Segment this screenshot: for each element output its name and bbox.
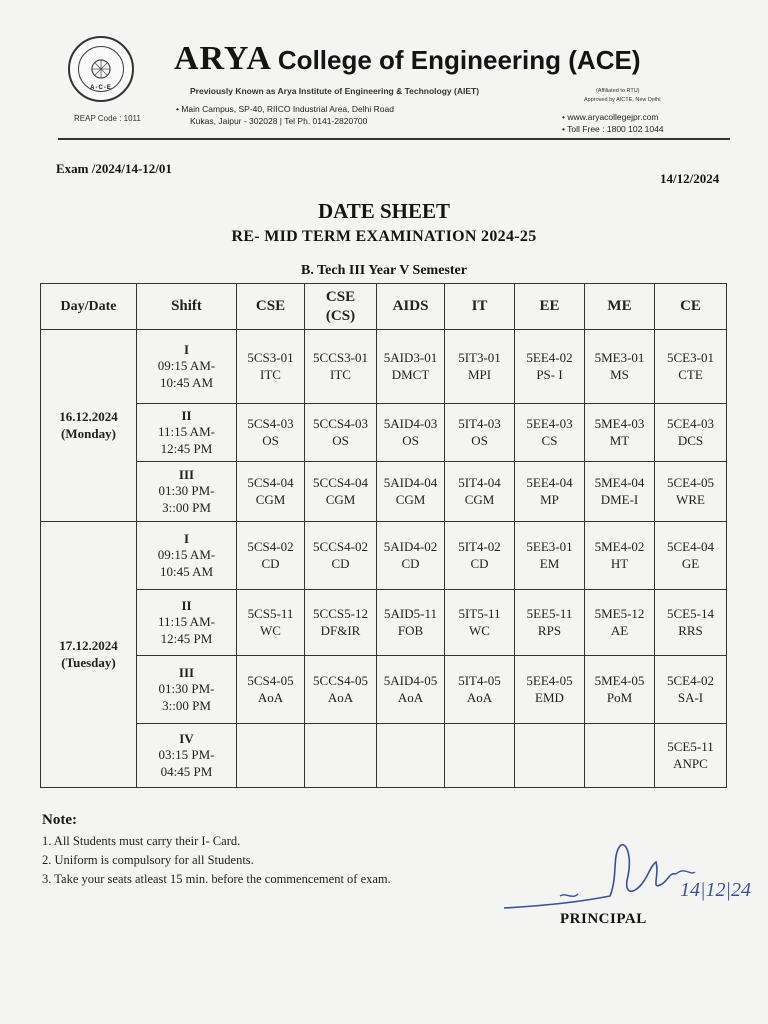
- subject-cell: [515, 590, 585, 656]
- subject-code: 5CE4-03: [667, 416, 714, 432]
- subject-cell: [585, 656, 655, 724]
- header-aids: AIDS: [377, 284, 445, 330]
- subject-code: 5CE4-05: [667, 475, 714, 491]
- subject-code: 5CS5-11: [247, 606, 294, 622]
- subject-cell: [445, 656, 515, 724]
- exam-title: RE- MID TERM EXAMINATION 2024-25: [231, 228, 537, 245]
- subject-name: DMCT: [391, 366, 430, 382]
- subject-name: CGM: [255, 491, 286, 507]
- shift-cell: [137, 404, 237, 462]
- subject-code: 5EE4-02: [526, 350, 573, 366]
- brand-arya: ARYA: [174, 40, 272, 77]
- subject-code: 5AID4-04: [383, 475, 438, 491]
- table-row: [41, 330, 727, 404]
- subject-cell: [305, 656, 377, 724]
- shift-number: III: [178, 467, 195, 483]
- principal-signature: [500, 836, 760, 916]
- document-title: DATE SHEET: [317, 199, 451, 223]
- table-row: [41, 590, 727, 656]
- note-item: 3. Take your seats atleast 15 min. before the commencement of exam.: [42, 872, 391, 886]
- subject-cell: [237, 590, 305, 656]
- seal-text: A-C-E: [90, 85, 112, 91]
- header-cse-cs-line2: (CS): [325, 307, 356, 324]
- subject-code: 5CE5-11: [667, 739, 714, 755]
- subject-name: MP: [540, 491, 559, 507]
- day-date-cell: [41, 330, 137, 522]
- subject-name: AoA: [466, 689, 493, 705]
- subject-cell: [305, 590, 377, 656]
- header-ee: EE: [515, 284, 585, 330]
- shift-end: 10:45 AM: [159, 374, 214, 390]
- subject-name: DCS: [677, 432, 704, 448]
- subject-code: 5IT4-03: [458, 416, 501, 432]
- subject-cell: [515, 330, 585, 404]
- subject-cell: [655, 590, 727, 656]
- table-row: [41, 724, 727, 788]
- previous-name: Previously Known as Arya Institute of Engineering & Technology (AIET): [190, 86, 480, 96]
- date-sheet-table: [40, 283, 727, 788]
- subject-cell: [237, 724, 305, 788]
- subject-name: WRE: [676, 491, 705, 507]
- subject-code: 5CE3-01: [667, 350, 714, 366]
- subject-code: 5ME4-03: [594, 416, 645, 432]
- subject-code: 5EE4-04: [526, 475, 573, 491]
- exam-date: 17.12.2024: [59, 638, 118, 654]
- shift-start: 01:30 PM-: [158, 681, 215, 697]
- header-ce: CE: [655, 284, 727, 330]
- subject-cell: [377, 330, 445, 404]
- subject-code: 5AID4-05: [383, 673, 438, 689]
- subject-code: 5CS4-05: [247, 673, 294, 689]
- subject-name: CGM: [395, 491, 426, 507]
- subject-code: 5CE4-04: [667, 539, 714, 555]
- subject-cell: [305, 330, 377, 404]
- shift-start: 09:15 AM-: [157, 358, 216, 374]
- notes-list: [42, 832, 391, 889]
- subject-code: 5CCS4-02: [313, 539, 368, 555]
- header-day-date: Day/Date: [41, 284, 137, 330]
- subject-code: 5CE5-14: [667, 606, 714, 622]
- shift-number: I: [183, 531, 190, 547]
- subject-cell: [445, 724, 515, 788]
- shift-number: III: [178, 665, 195, 681]
- subject-code: 5ME3-01: [594, 350, 645, 366]
- header-me: ME: [585, 284, 655, 330]
- subject-name: CD: [261, 555, 280, 571]
- note-item: 1. All Students must carry their I- Card.: [42, 834, 241, 848]
- subject-code: 5IT5-11: [458, 606, 501, 622]
- subject-cell: [655, 462, 727, 522]
- subject-name: ANPC: [673, 755, 708, 771]
- shift-end: 3::00 PM: [162, 499, 211, 515]
- address-line-1: • Main Campus, SP-40, RIICO Industrial Area, Delhi Road: [176, 104, 394, 114]
- subject-cell: [585, 590, 655, 656]
- subject-code: 5IT4-02: [458, 539, 501, 555]
- subject-code: 5ME4-05: [594, 673, 645, 689]
- note-heading: Note:: [42, 812, 77, 828]
- subject-cell: [585, 462, 655, 522]
- subject-cell: [515, 724, 585, 788]
- subject-cell: [515, 522, 585, 590]
- subject-code: 5IT3-01: [458, 350, 501, 366]
- subject-name: AoA: [257, 689, 284, 705]
- subject-code: 5EE5-11: [526, 606, 573, 622]
- subject-name: OS: [262, 432, 279, 448]
- subject-code: 5AID4-03: [383, 416, 438, 432]
- program-title: B. Tech III Year V Semester: [301, 263, 467, 278]
- subject-cell: [237, 656, 305, 724]
- shift-start: 03:15 PM-: [158, 747, 215, 763]
- brand-rest: College of Engineering (ACE): [277, 45, 641, 75]
- exam-weekday: (Tuesday): [61, 654, 116, 670]
- subject-cell: [305, 462, 377, 522]
- affiliation: (Affiliated to RTU): [596, 88, 640, 94]
- subject-cell: [377, 656, 445, 724]
- subject-name: AE: [610, 622, 629, 638]
- shift-cell: [137, 330, 237, 404]
- subject-cell: [515, 462, 585, 522]
- subject-cell: [445, 330, 515, 404]
- shift-start: 09:15 AM-: [157, 547, 216, 563]
- subject-code: 5ME4-02: [594, 539, 645, 555]
- shift-start: 11:15 AM-: [158, 424, 215, 440]
- subject-code: 5ME5-12: [594, 606, 645, 622]
- shift-cell: [137, 590, 237, 656]
- subject-name: CTE: [678, 366, 703, 382]
- shift-end: 12:45 PM: [160, 630, 213, 646]
- subject-name: OS: [332, 432, 349, 448]
- shift-cell: [137, 724, 237, 788]
- subject-name: AoA: [397, 689, 424, 705]
- shift-end: 10:45 AM: [159, 563, 214, 579]
- shift-cell: [137, 462, 237, 522]
- subject-cell: [305, 404, 377, 462]
- subject-code: 5CS3-01: [247, 350, 294, 366]
- subject-name: FOB: [397, 622, 424, 638]
- header-cse: CSE: [237, 284, 305, 330]
- subject-cell: [237, 522, 305, 590]
- subject-code: 5EE4-05: [526, 673, 573, 689]
- issue-date: 14/12/2024: [660, 171, 720, 186]
- website: • www.aryacollegejpr.com: [562, 112, 659, 122]
- subject-code: 5EE4-03: [526, 416, 573, 432]
- subject-name: WC: [469, 622, 490, 638]
- subject-name: ITC: [260, 366, 281, 382]
- subject-cell: [305, 522, 377, 590]
- subject-name: CD: [331, 555, 350, 571]
- toll-free: • Toll Free : 1800 102 1044: [562, 124, 664, 134]
- subject-code: 5ME4-04: [594, 475, 645, 491]
- subject-name: RRS: [678, 622, 703, 638]
- shift-number: I: [183, 342, 190, 358]
- table-row: [41, 656, 727, 724]
- subject-name: CD: [470, 555, 489, 571]
- header-shift: Shift: [137, 284, 237, 330]
- shift-number: II: [181, 408, 192, 424]
- note-item: 2. Uniform is compulsory for all Students.: [42, 853, 254, 867]
- subject-code: 5AID3-01: [383, 350, 438, 366]
- subject-cell: [377, 462, 445, 522]
- subject-cell: [237, 462, 305, 522]
- shift-number: IV: [179, 731, 194, 747]
- subject-cell: [445, 590, 515, 656]
- subject-code: 5AID5-11: [384, 606, 437, 622]
- subject-cell: [237, 330, 305, 404]
- subject-name: MS: [610, 366, 629, 382]
- subject-code: 5IT4-05: [458, 673, 501, 689]
- subject-name: MT: [609, 432, 630, 448]
- header-divider: [58, 138, 730, 140]
- subject-name: WC: [260, 622, 281, 638]
- subject-name: DF&IR: [320, 622, 361, 638]
- exam-weekday: (Monday): [61, 425, 116, 441]
- subject-cell: [445, 462, 515, 522]
- reference-number: Exam /2024/14-12/01: [56, 161, 172, 176]
- subject-name: AoA: [327, 689, 354, 705]
- day-date-cell: [41, 522, 137, 788]
- table-row: [41, 462, 727, 522]
- subject-name: ITC: [330, 366, 351, 382]
- signature-date: 14|12|24: [680, 879, 751, 901]
- subject-name: PoM: [606, 689, 633, 705]
- shift-end: 12:45 PM: [160, 440, 213, 456]
- subject-name: CD: [401, 555, 420, 571]
- subject-name: EMD: [535, 689, 564, 705]
- table-row: [41, 522, 727, 590]
- subject-cell: [655, 522, 727, 590]
- shift-number: II: [181, 598, 192, 614]
- subject-code: 5CCS3-01: [313, 350, 368, 366]
- header-it: IT: [445, 284, 515, 330]
- shift-cell: [137, 656, 237, 724]
- subject-code: 5CCS5-12: [313, 606, 368, 622]
- subject-name: HT: [610, 555, 629, 571]
- subject-code: 5CE4-02: [667, 673, 714, 689]
- subject-cell: [445, 404, 515, 462]
- principal-label: PRINCIPAL: [560, 911, 647, 927]
- address-line-2: Kukas, Jaipur - 302028 | Tel Ph. 0141-2820700: [190, 116, 368, 126]
- subject-name: OS: [471, 432, 488, 448]
- subject-name: RPS: [537, 622, 562, 638]
- subject-name: EM: [539, 555, 560, 571]
- subject-code: 5CCS4-04: [313, 475, 368, 491]
- shift-end: 3::00 PM: [162, 697, 211, 713]
- subject-name: PS- I: [536, 366, 563, 382]
- subject-cell: [585, 724, 655, 788]
- reap-code: REAP Code : 1011: [74, 114, 141, 123]
- subject-code: 5EE3-01: [526, 539, 573, 555]
- subject-cell: [515, 656, 585, 724]
- shift-start: 01:30 PM-: [158, 483, 215, 499]
- subject-cell: [515, 404, 585, 462]
- subject-name: DME-I: [600, 491, 639, 507]
- shift-end: 04:45 PM: [160, 763, 213, 779]
- subject-code: 5CCS4-03: [313, 416, 368, 432]
- exam-date: 16.12.2024: [59, 409, 118, 425]
- subject-cell: [445, 522, 515, 590]
- subject-code: 5CS4-02: [247, 539, 294, 555]
- subject-code: 5CS4-04: [247, 475, 294, 491]
- subject-cell: [585, 522, 655, 590]
- shift-cell: [137, 522, 237, 590]
- subject-name: CGM: [464, 491, 495, 507]
- subject-name: OS: [402, 432, 419, 448]
- subject-name: GE: [681, 555, 700, 571]
- subject-code: 5CCS4-05: [313, 673, 368, 689]
- subject-cell: [377, 724, 445, 788]
- approval: Approved by AICTE, New Delhi: [584, 97, 661, 103]
- subject-cell: [377, 590, 445, 656]
- subject-name: SA-I: [677, 689, 704, 705]
- subject-name: CGM: [325, 491, 356, 507]
- subject-cell: [655, 330, 727, 404]
- subject-cell: [237, 404, 305, 462]
- shift-start: 11:15 AM-: [158, 614, 215, 630]
- table-row: [41, 404, 727, 462]
- subject-cell: [655, 724, 727, 788]
- subject-cell: [655, 656, 727, 724]
- college-seal-logo: [68, 36, 134, 102]
- subject-code: 5AID4-02: [383, 539, 438, 555]
- subject-name: MPI: [467, 366, 492, 382]
- subject-code: 5IT4-04: [458, 475, 501, 491]
- header-cse-cs: [305, 284, 377, 330]
- subject-cell: [377, 404, 445, 462]
- header-cse-cs-line1: CSE: [325, 288, 356, 305]
- college-name: [174, 40, 640, 78]
- subject-cell: [655, 404, 727, 462]
- subject-cell: [305, 724, 377, 788]
- subject-code: 5CS4-03: [247, 416, 294, 432]
- subject-cell: [585, 404, 655, 462]
- subject-cell: [585, 330, 655, 404]
- subject-name: CS: [541, 432, 558, 448]
- subject-cell: [377, 522, 445, 590]
